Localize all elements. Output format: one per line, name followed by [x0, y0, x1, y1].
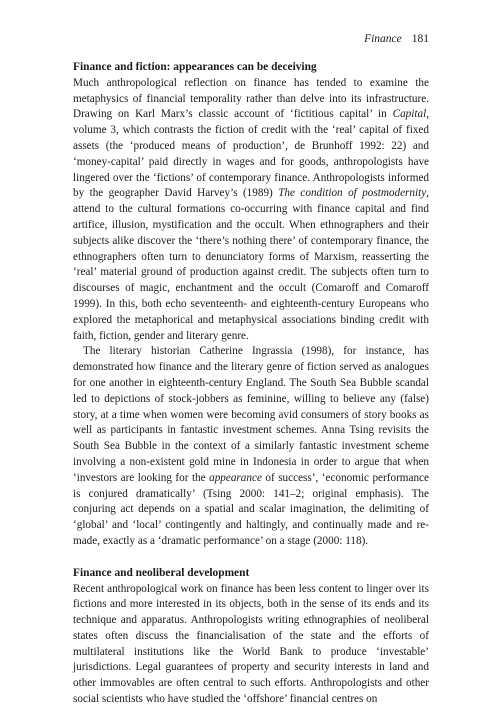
italic-text: The condition of postmodernity	[278, 187, 427, 200]
section-finance-and-neoliberal-development	[73, 566, 429, 708]
section-heading: Finance and fiction: appearances can be deceiving	[73, 61, 317, 73]
text-run: Recent anthropological work on finance has been less content to linger over its fictions and more interested in its objects, both in the sense of its ends and its technique and apparatus. Anthropologists writing ethnographies of neoliberal states often discuss the financialisation of the state and the efforts of multilateral institutions like the World Bank to produce ‘investable’ jurisdictions. Legal guarantees of property and security interests in land and other immovables are often central to such efforts. Anthropologists and other social scientists who have studied the ‘offshore’ financial centres on	[73, 582, 429, 706]
running-head-title: Finance	[364, 33, 402, 45]
text-run: The literary historian Catherine Ingrassia (1998), for instance, has demonstrated how finance and the literary genre of fiction served as analogues for one another in eighteenth-century England. The South Sea Bubble scandal led to depictions of stock-jobbers as feminine, willing to believe any (false) story, at a time when women were becoming avid consumers of story books as well as participants in fantastic investment schemes. Anna Tsing revisits the South Sea Bubble in the context of a similarly fantastic investment scheme involving a non-existent gold mine in Indonesia in order to argue that when ‘investors are looking for the	[73, 345, 429, 484]
paragraph	[73, 582, 429, 708]
running-head	[73, 32, 429, 48]
italic-text: appearance	[209, 471, 262, 484]
text-run: of success’, ‘economic performance is conjured dramatically’ (Tsing 2000: 141–2; original emphasis). The conjuring act depends on a spatial and scalar imagination, the delimiting of ‘global’ and ‘local’ contingently and haltingly, and continually made and re-made, exactly as a ‘dramatic performance’ on a stage (2000: 118).	[73, 471, 429, 547]
paragraph	[73, 344, 429, 549]
section-heading: Finance and neoliberal development	[73, 566, 250, 579]
paragraph	[73, 76, 429, 345]
section-spacer	[73, 550, 429, 566]
text-run: , volume 3, which contrasts the fiction of credit with the ‘real’ capital of fixed assets (the ‘produced means of production’, de Brunhoff 1992: 22) and ‘money-capital’ paid directly in wages and for goods, anthropologists have lingered over the ‘fictions’ of contemporary finance. Anthropologists informed by the geographer David Harvey’s (1989)	[73, 108, 429, 200]
italic-text: Capital	[392, 108, 427, 121]
section-finance-and-fiction	[73, 60, 429, 550]
text-run: , attend to the cultural formations co-occurring with finance capital and find artifice, illusion, mystification and the occult. When ethnographers and their subjects alike discover the ‘there’s nothing there’ of contemporary finance, the ethnographers often turn to denunciatory forms of Marxism, reasserting the ‘real’ material ground of production against credit. The subjects often turn to discourses of magic, enchantment and the occult (Comaroff and Comaroff 1999). In this, both echo seventeenth- and eighteenth-century Europeans who explored the metaphorical and metaphysical associations binding credit with faith, fiction, gender and literary genre.	[73, 187, 429, 342]
book-page	[73, 32, 429, 708]
page-number: 181	[411, 33, 429, 45]
text-run: Much anthropological reflection on finance has tended to examine the metaphysics of financial temporality rather than delve into its infrastructure. Drawing on Karl Marx’s classic account of ‘fictitious capital’ in	[73, 76, 429, 121]
